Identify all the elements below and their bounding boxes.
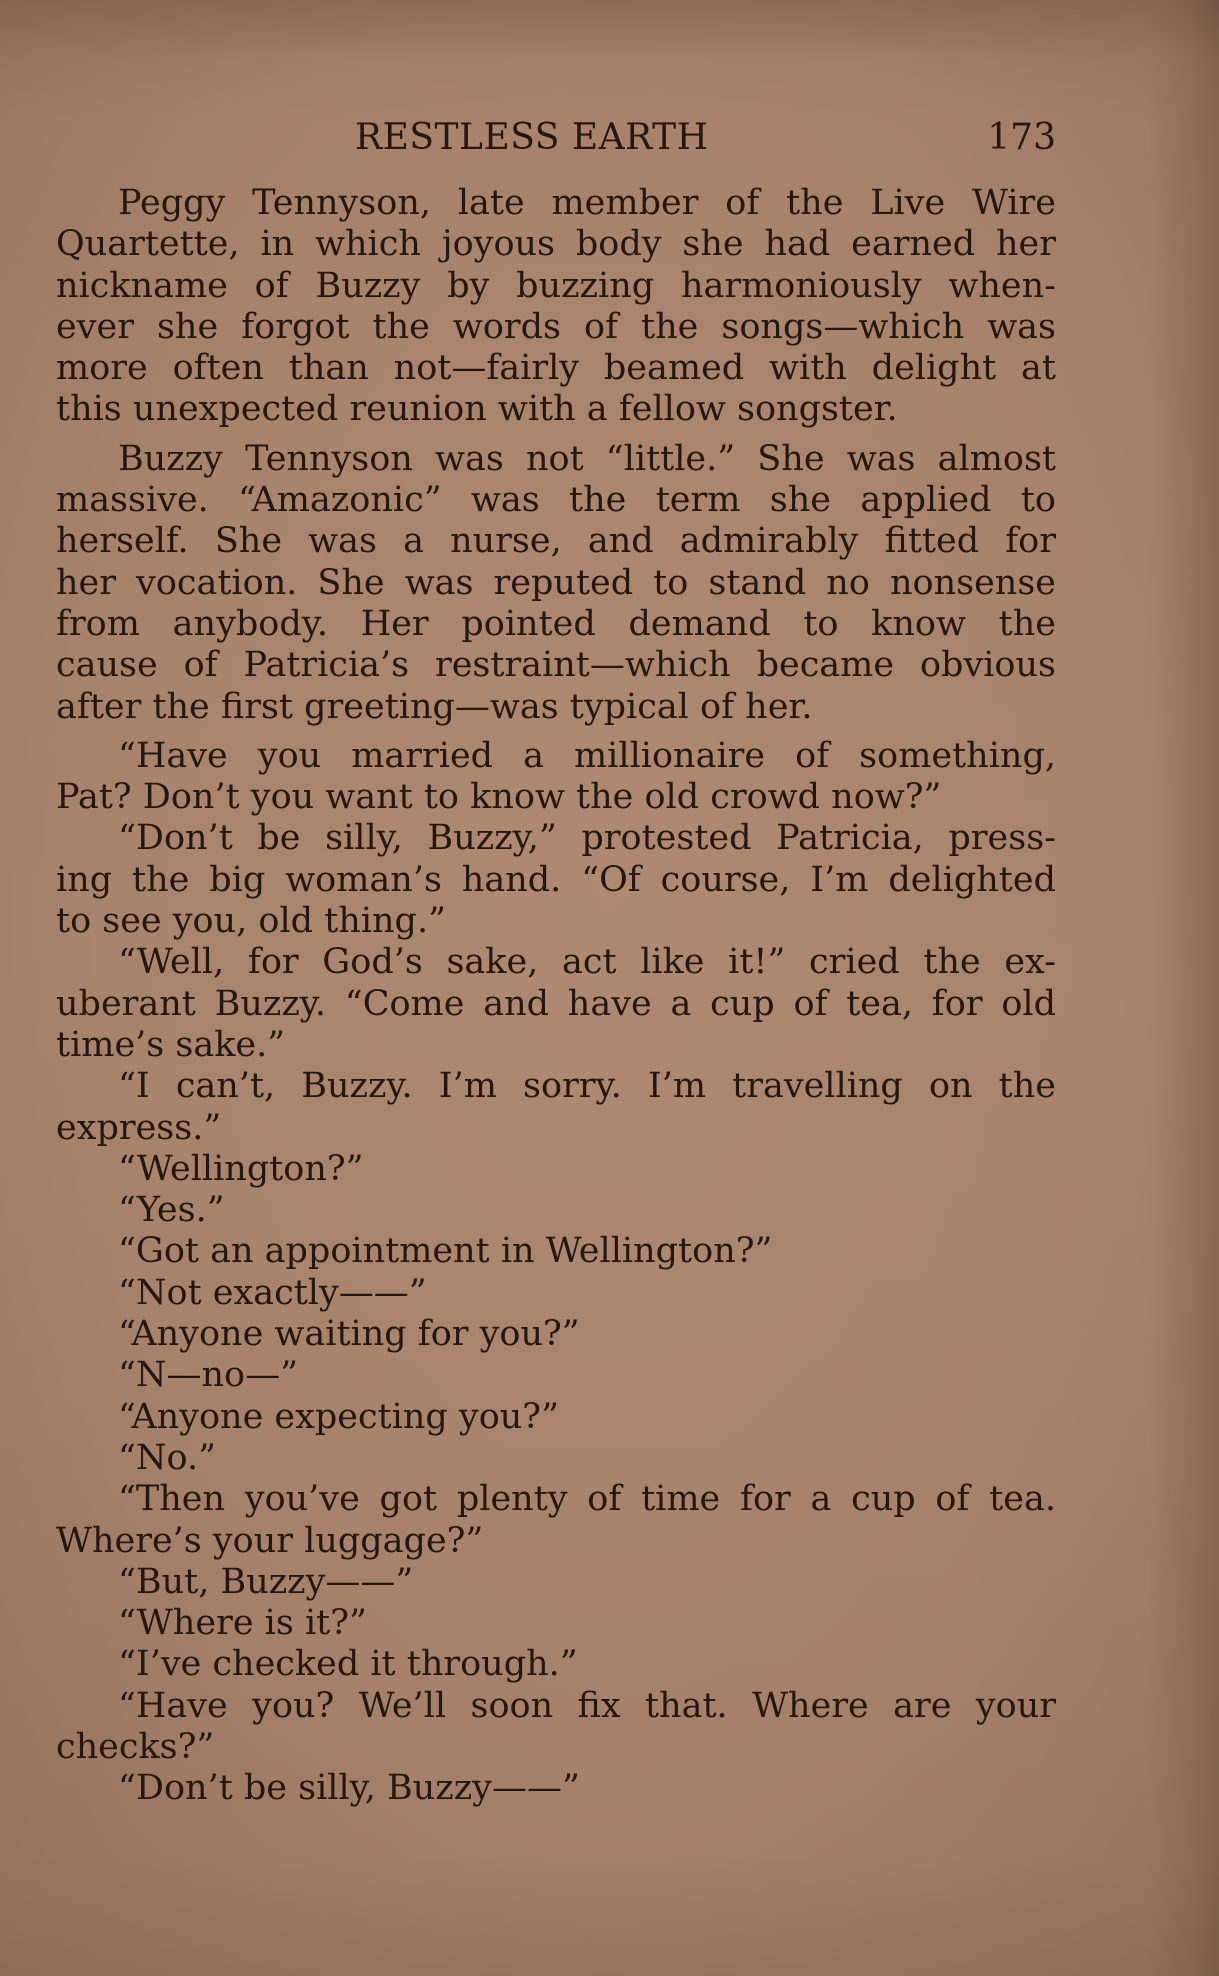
running-header	[56, 117, 1056, 163]
text-line: Quartette, in which joyous body she had earned her	[56, 224, 1056, 265]
text-line: nickname of Buzzy by buzzing harmoniously when-	[56, 265, 1056, 306]
paragraph	[56, 1686, 1056, 1769]
text-line: “I’ve checked it through.”	[118, 1644, 578, 1685]
text-line: “Anyone waiting for you?”	[118, 1314, 580, 1355]
text-line: massive. “Amazonic” was the term she applied to	[56, 480, 1056, 521]
text-line: from anybody. Her pointed demand to know the	[56, 603, 1056, 644]
paragraph	[56, 736, 1056, 819]
text-line: “Then you’ve got plenty of time for a cup of tea.	[118, 1479, 1056, 1520]
text-line: “Yes.”	[118, 1190, 225, 1231]
body-text	[56, 183, 1056, 1810]
text-line: “N—no—”	[118, 1355, 299, 1396]
paragraph	[56, 1066, 1056, 1149]
paragraph	[56, 942, 1056, 1066]
text-line: “I can’t, Buzzy. I’m sorry. I’m travelling on the	[118, 1066, 1056, 1107]
running-title: RESTLESS EARTH	[355, 117, 709, 158]
text-line: herself. She was a nurse, and admirably fitted for	[56, 521, 1056, 562]
page-number: 173	[987, 117, 1056, 158]
text-line: “Where is it?”	[118, 1603, 367, 1644]
text-line: “No.”	[118, 1437, 216, 1478]
text-line: “Have you married a millionaire of something,	[118, 735, 1056, 776]
text-line: this unexpected reunion with a fellow songster.	[56, 389, 898, 430]
text-line: checks?”	[56, 1726, 215, 1767]
text-line: “Anyone expecting you?”	[118, 1396, 559, 1437]
text-line: after the first greeting—was typical of her.	[56, 686, 813, 727]
text-line: Buzzy Tennyson was not “little.” She was almost	[118, 438, 1056, 479]
text-line: “Don’t be silly, Buzzy——”	[118, 1768, 580, 1809]
text-line: Pat? Don’t you want to know the old crowd now?”	[56, 777, 942, 818]
text-line: “Wellington?”	[118, 1148, 364, 1189]
text-line: to see you, old thing.”	[56, 901, 446, 942]
text-line: Peggy Tennyson, late member of the Live Wire	[118, 183, 1056, 223]
text-line: more often than not—fairly beamed with delight at	[56, 348, 1056, 389]
text-line: ever she forgot the words of the songs—which was	[56, 306, 1056, 347]
text-line: “Have you? We’ll soon fix that. Where are your	[118, 1685, 1056, 1726]
paragraph	[56, 1479, 1056, 1562]
text-line: “Don’t be silly, Buzzy,” protested Patricia, press-	[118, 818, 1056, 859]
text-line: “Not exactly——”	[118, 1272, 427, 1313]
page-top-shadow	[0, 0, 1219, 60]
text-line: “Got an appointment in Wellington?”	[118, 1231, 773, 1272]
text-line: cause of Patricia’s restraint—which became obvious	[56, 645, 1056, 686]
page-edge-shadow	[1149, 0, 1219, 1976]
text-line: uberant Buzzy. “Come and have a cup of tea, for old	[56, 983, 1056, 1024]
paragraph	[56, 183, 1056, 431]
text-line: time’s sake.”	[56, 1024, 286, 1065]
text-line: express.”	[56, 1107, 222, 1148]
text-line: her vocation. She was reputed to stand no nonsense	[56, 562, 1056, 603]
text-line: Where’s your luggage?”	[56, 1520, 484, 1561]
paragraph	[56, 818, 1056, 942]
paragraph	[56, 439, 1056, 728]
text-line: ing the big woman’s hand. “Of course, I’m delighted	[56, 859, 1056, 900]
text-line: “Well, for God’s sake, act like it!” cried the ex-	[118, 942, 1056, 983]
text-line: “But, Buzzy——”	[118, 1561, 414, 1602]
